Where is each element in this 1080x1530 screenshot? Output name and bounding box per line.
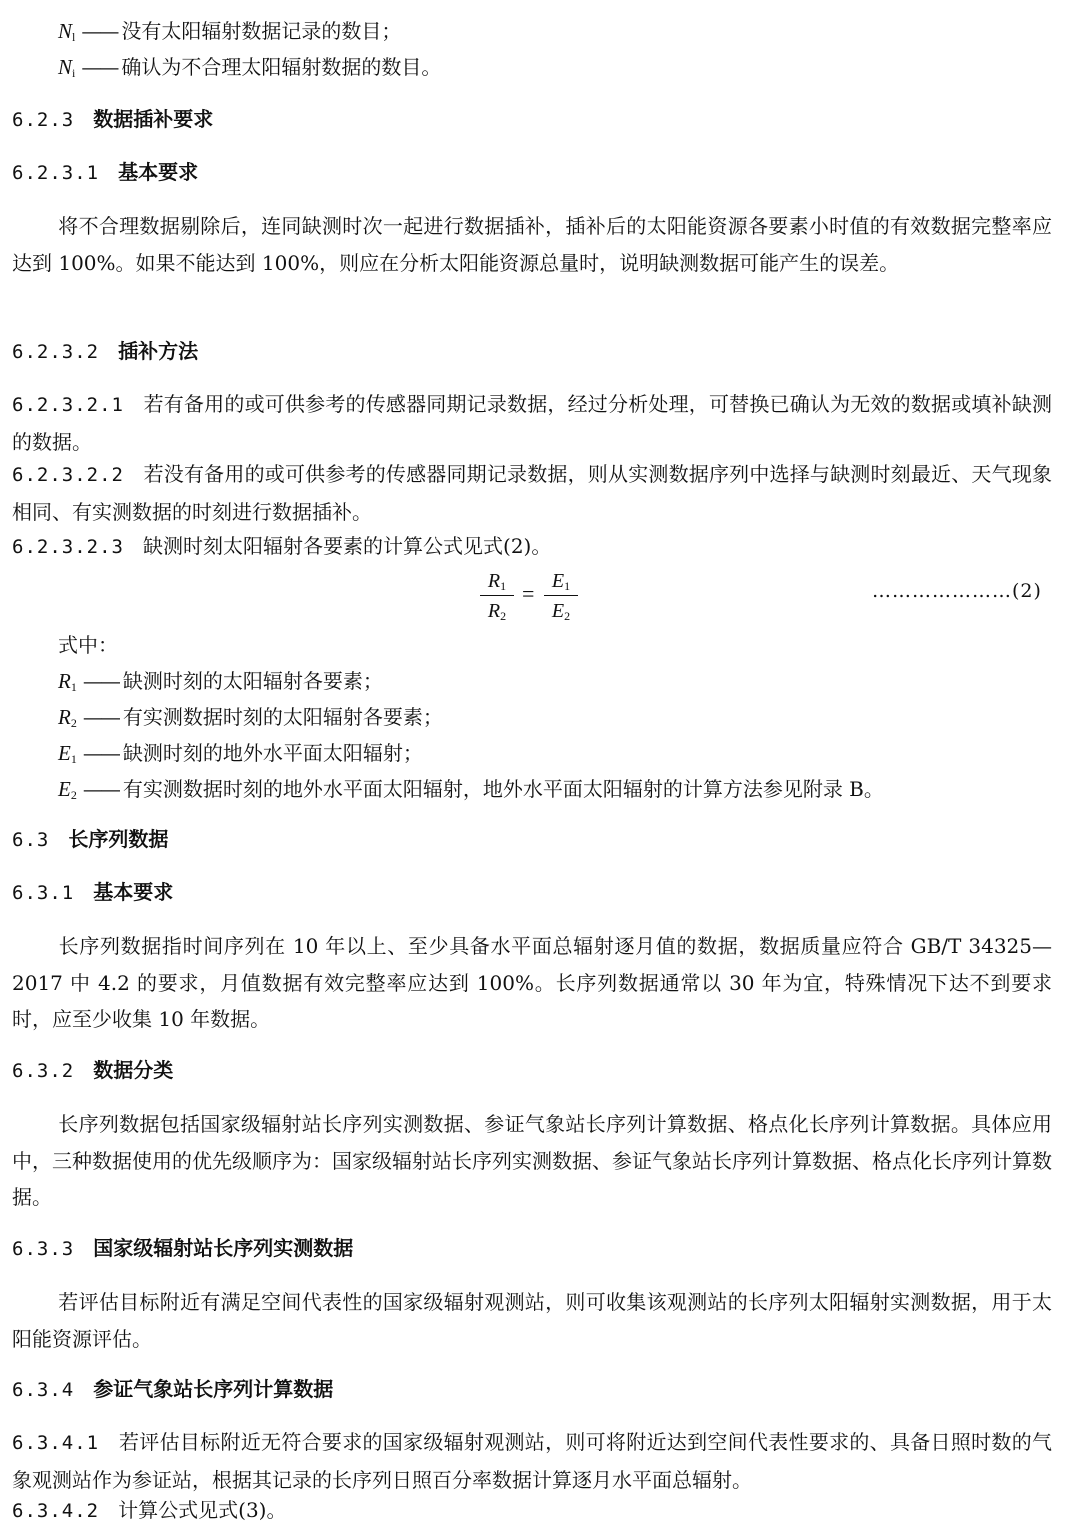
heading-6-3-3: 6.3.3 国家级辐射站长序列实测数据	[12, 1236, 354, 1260]
paragraph-6-3-2: 长序列数据包括国家级辐射站长序列实测数据、参证气象站长序列计算数据、格点化长序列计算数据。具体应用中，三种数据使用的优先级顺序为：国家级辐射站长序列实测数据、参证气象站长序列计算数据、格点化长序列计算数据。	[12, 1112, 1052, 1209]
formula-2	[480, 568, 590, 628]
heading-6-3-2: 6.3.2 数据分类	[12, 1058, 174, 1082]
fraction-right: $E_1$ $E_2$	[544, 568, 578, 624]
paragraph-6-2-3-2-1: 6.2.3.2.1 若有备用的或可供参考的传感器同期记录数据，经过分析处理，可替换已确认为无效的数据或填补缺测的数据。	[12, 392, 1053, 454]
def-ni: $N_i$ —— 确认为不合理太阳辐射数据的数目。	[58, 55, 442, 80]
def-text: 确认为不合理太阳辐射数据的数目。	[121, 55, 442, 79]
symbol: $N_i$	[58, 55, 76, 80]
paragraph-6-2-3-1: 将不合理数据剔除后，连同缺测时次一起进行数据插补，插补后的太阳能资源各要素小时值的有效数据完整率应达到 100%。如果不能达到 100%，则应在分析太阳能资源总量时，说明缺测数据可能产生的误差。	[12, 214, 1052, 275]
def-e1: $E_1$ —— 缺测时刻的地外水平面太阳辐射；	[58, 741, 423, 766]
heading-6-3-4: 6.3.4 参证气象站长序列计算数据	[12, 1377, 334, 1401]
def-text: 没有太阳辐射数据记录的数目；	[121, 19, 402, 43]
paragraph-6-3-3: 若评估目标附近有满足空间代表性的国家级辐射观测站，则可收集该观测站的长序列太阳辐射实测数据，用于太阳能资源评估。	[12, 1290, 1052, 1351]
paragraph-6-3-4-1: 6.3.4.1 若评估目标附近无符合要求的国家级辐射观测站，则可将附近达到空间代表性要求的、具备日照时数的气象观测站作为参证站，根据其记录的长序列日照百分率数据计算逐月水平面总辐射。	[12, 1430, 1052, 1492]
heading-6-2-3: 6.2.3 数据插补要求	[12, 107, 214, 131]
def-e2: $E_2$ —— 有实测数据时刻的地外水平面太阳辐射，地外水平面太阳辐射的计算方法参见附录 B。	[58, 777, 884, 802]
def-r2: $R_2$ —— 有实测数据时刻的太阳辐射各要素；	[58, 705, 443, 730]
paragraph-6-3-1: 长序列数据指时间序列在 10 年以上、至少具备水平面总辐射逐月值的数据，数据质量应符合 GB/T 34325—2017 中 4.2 的要求，月值数据有效完整率应达到 100%。长序列数据通常以 30 年为宜，特殊情况下达不到要求时，应至少收集 10 年数据。	[12, 934, 1052, 1031]
paragraph-6-3-4-2: 6.3.4.2 计算公式见式(3)。	[12, 1498, 287, 1522]
def-nl: $N_l$ —— 没有太阳辐射数据记录的数目；	[58, 19, 402, 44]
heading-6-3-1: 6.3.1 基本要求	[12, 880, 174, 904]
symbol: $N_l$	[58, 19, 76, 44]
paragraph-6-2-3-2-3: 6.2.3.2.3 缺测时刻太阳辐射各要素的计算公式见式(2)。	[12, 534, 552, 558]
formula-number: …………………(2)	[872, 580, 1042, 602]
where-label: 式中：	[58, 633, 118, 657]
heading-6-2-3-2: 6.2.3.2 插补方法	[12, 339, 199, 363]
heading-6-3: 6.3 长序列数据	[12, 827, 169, 851]
def-r1: $R_1$ —— 缺测时刻的太阳辐射各要素；	[58, 669, 383, 694]
equals-sign: =	[522, 581, 535, 606]
fraction-left: $R_1$ $R_2$	[480, 568, 514, 624]
heading-6-2-3-1: 6.2.3.1 基本要求	[12, 160, 199, 184]
paragraph-6-2-3-2-2: 6.2.3.2.2 若没有备用的或可供参考的传感器同期记录数据，则从实测数据序列中选择与缺测时刻最近、天气现象相同、有实测数据的时刻进行数据插补。	[12, 462, 1053, 524]
